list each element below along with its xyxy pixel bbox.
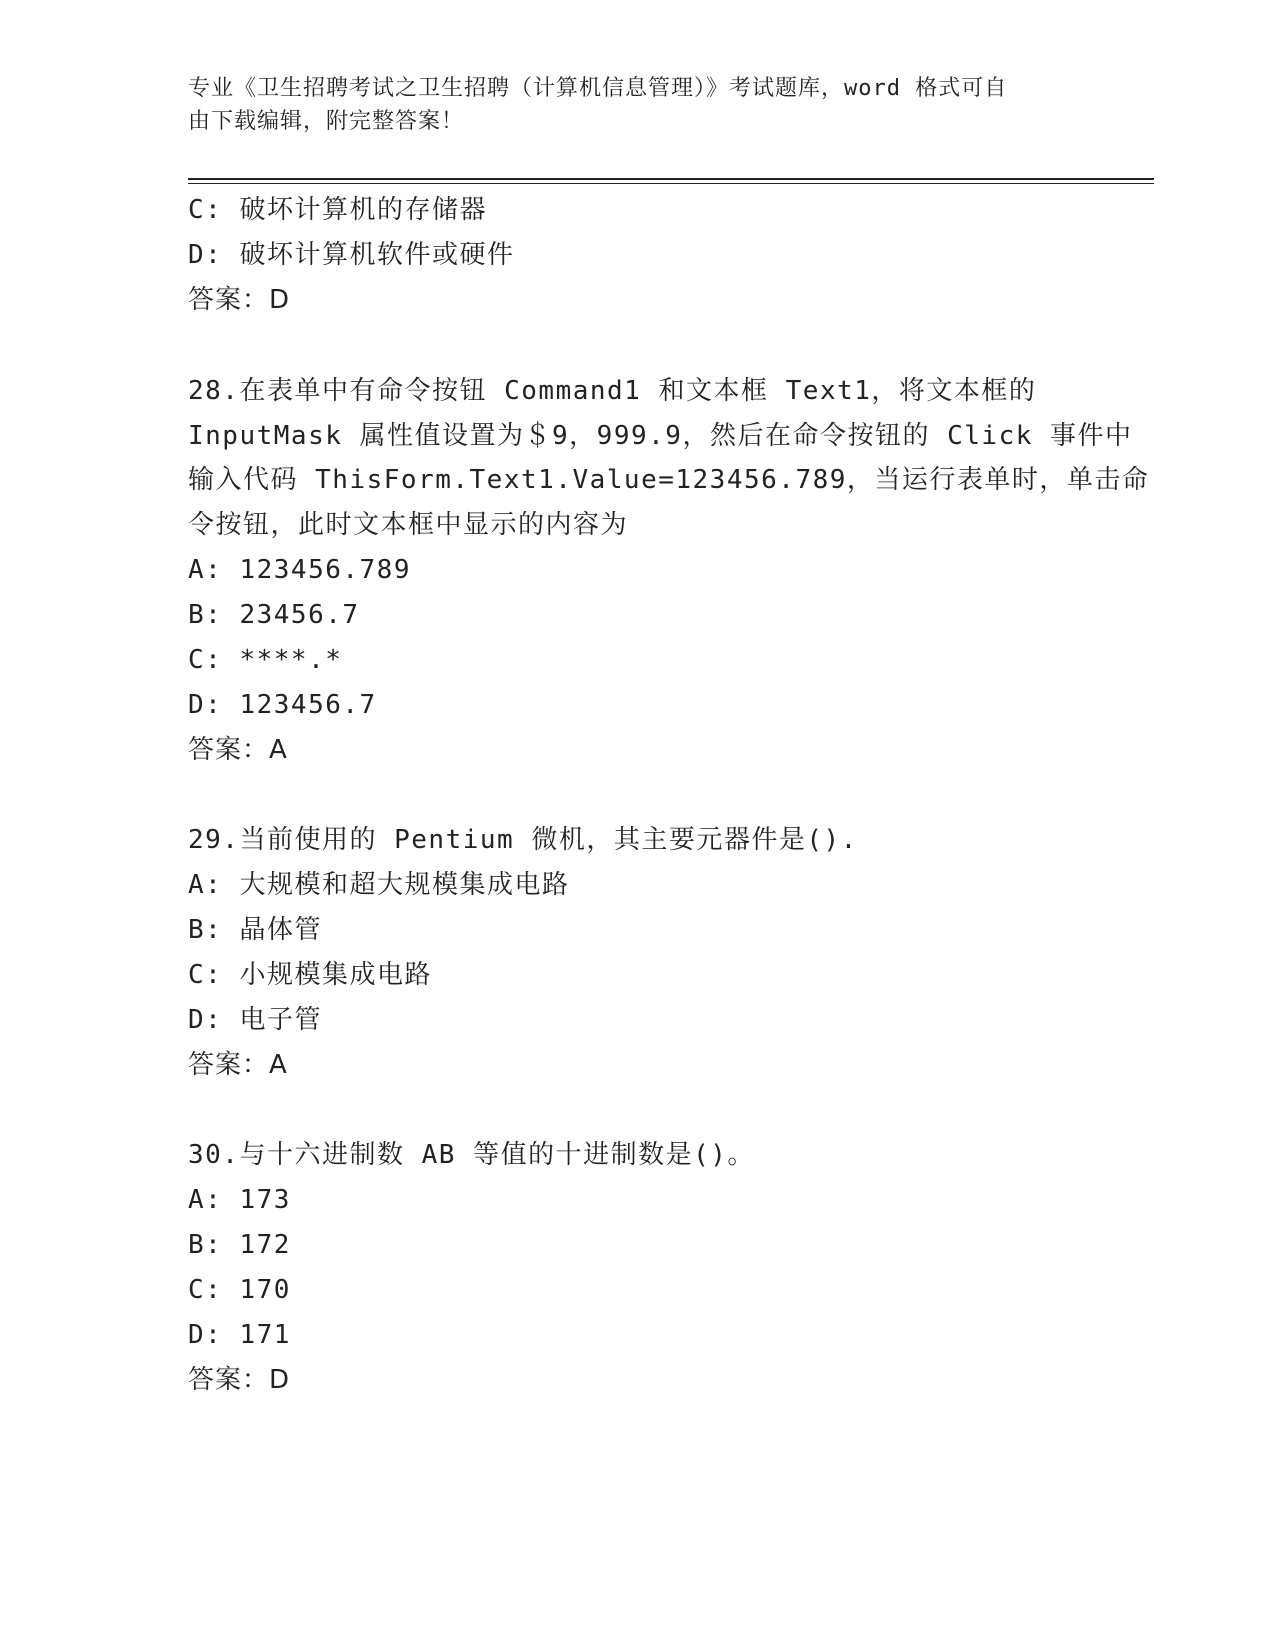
q29-option-a: A: 大规模和超大规模集成电路 bbox=[188, 870, 570, 900]
q29-option-b: B: 晶体管 bbox=[188, 915, 322, 945]
q27-option-d: D: 破坏计算机软件或硬件 bbox=[188, 240, 515, 270]
q29-stem: 29.当前使用的 Pentium 微机，其主要元器件是(). bbox=[188, 825, 858, 855]
q30-option-d: D: 171 bbox=[188, 1320, 291, 1350]
q28-option-b: B: 23456.7 bbox=[188, 600, 360, 630]
q29-option-c: C: 小规模集成电路 bbox=[188, 960, 432, 990]
q28-option-c: C: ****.* bbox=[188, 645, 343, 675]
header-line-1: 专业《卫生招聘考试之卫生招聘（计算机信息管理）》考试题库，word 格式可自 bbox=[188, 76, 1008, 101]
q28-answer: 答案：A bbox=[188, 735, 288, 765]
q30-answer: 答案：D bbox=[188, 1365, 291, 1395]
q28-option-d: D: 123456.7 bbox=[188, 690, 377, 720]
q28-stem-line-3: 输入代码 ThisForm.Text1.Value=123456.789，当运行表单时，单击命 bbox=[188, 465, 1150, 495]
q28-option-a: A: 123456.789 bbox=[188, 555, 411, 585]
header-line-2: 由下载编辑，附完整答案！ bbox=[188, 109, 465, 134]
q29-answer: 答案：A bbox=[188, 1050, 288, 1080]
q30-option-b: B: 172 bbox=[188, 1230, 291, 1260]
q30-option-c: C: 170 bbox=[188, 1275, 291, 1305]
q29-option-d: D: 电子管 bbox=[188, 1005, 322, 1035]
q30-option-a: A: 173 bbox=[188, 1185, 291, 1215]
document-header bbox=[188, 72, 1068, 138]
q28-stem-line-1: 28.在表单中有命令按钮 Command1 和文本框 Text1，将文本框的 bbox=[188, 376, 1037, 406]
q28-stem-line-2: InputMask 属性值设置为＄9，999.9，然后在命令按钮的 Click 事件中 bbox=[188, 421, 1133, 451]
q28-stem-line-4: 令按钮，此时文本框中显示的内容为 bbox=[188, 510, 629, 540]
header-divider-thin bbox=[188, 183, 1154, 184]
q27-option-c: C: 破坏计算机的存储器 bbox=[188, 195, 487, 225]
q27-answer: 答案：D bbox=[188, 285, 291, 315]
q30-stem: 30.与十六进制数 AB 等值的十进制数是()。 bbox=[188, 1140, 755, 1170]
header-divider-thick bbox=[188, 178, 1154, 180]
